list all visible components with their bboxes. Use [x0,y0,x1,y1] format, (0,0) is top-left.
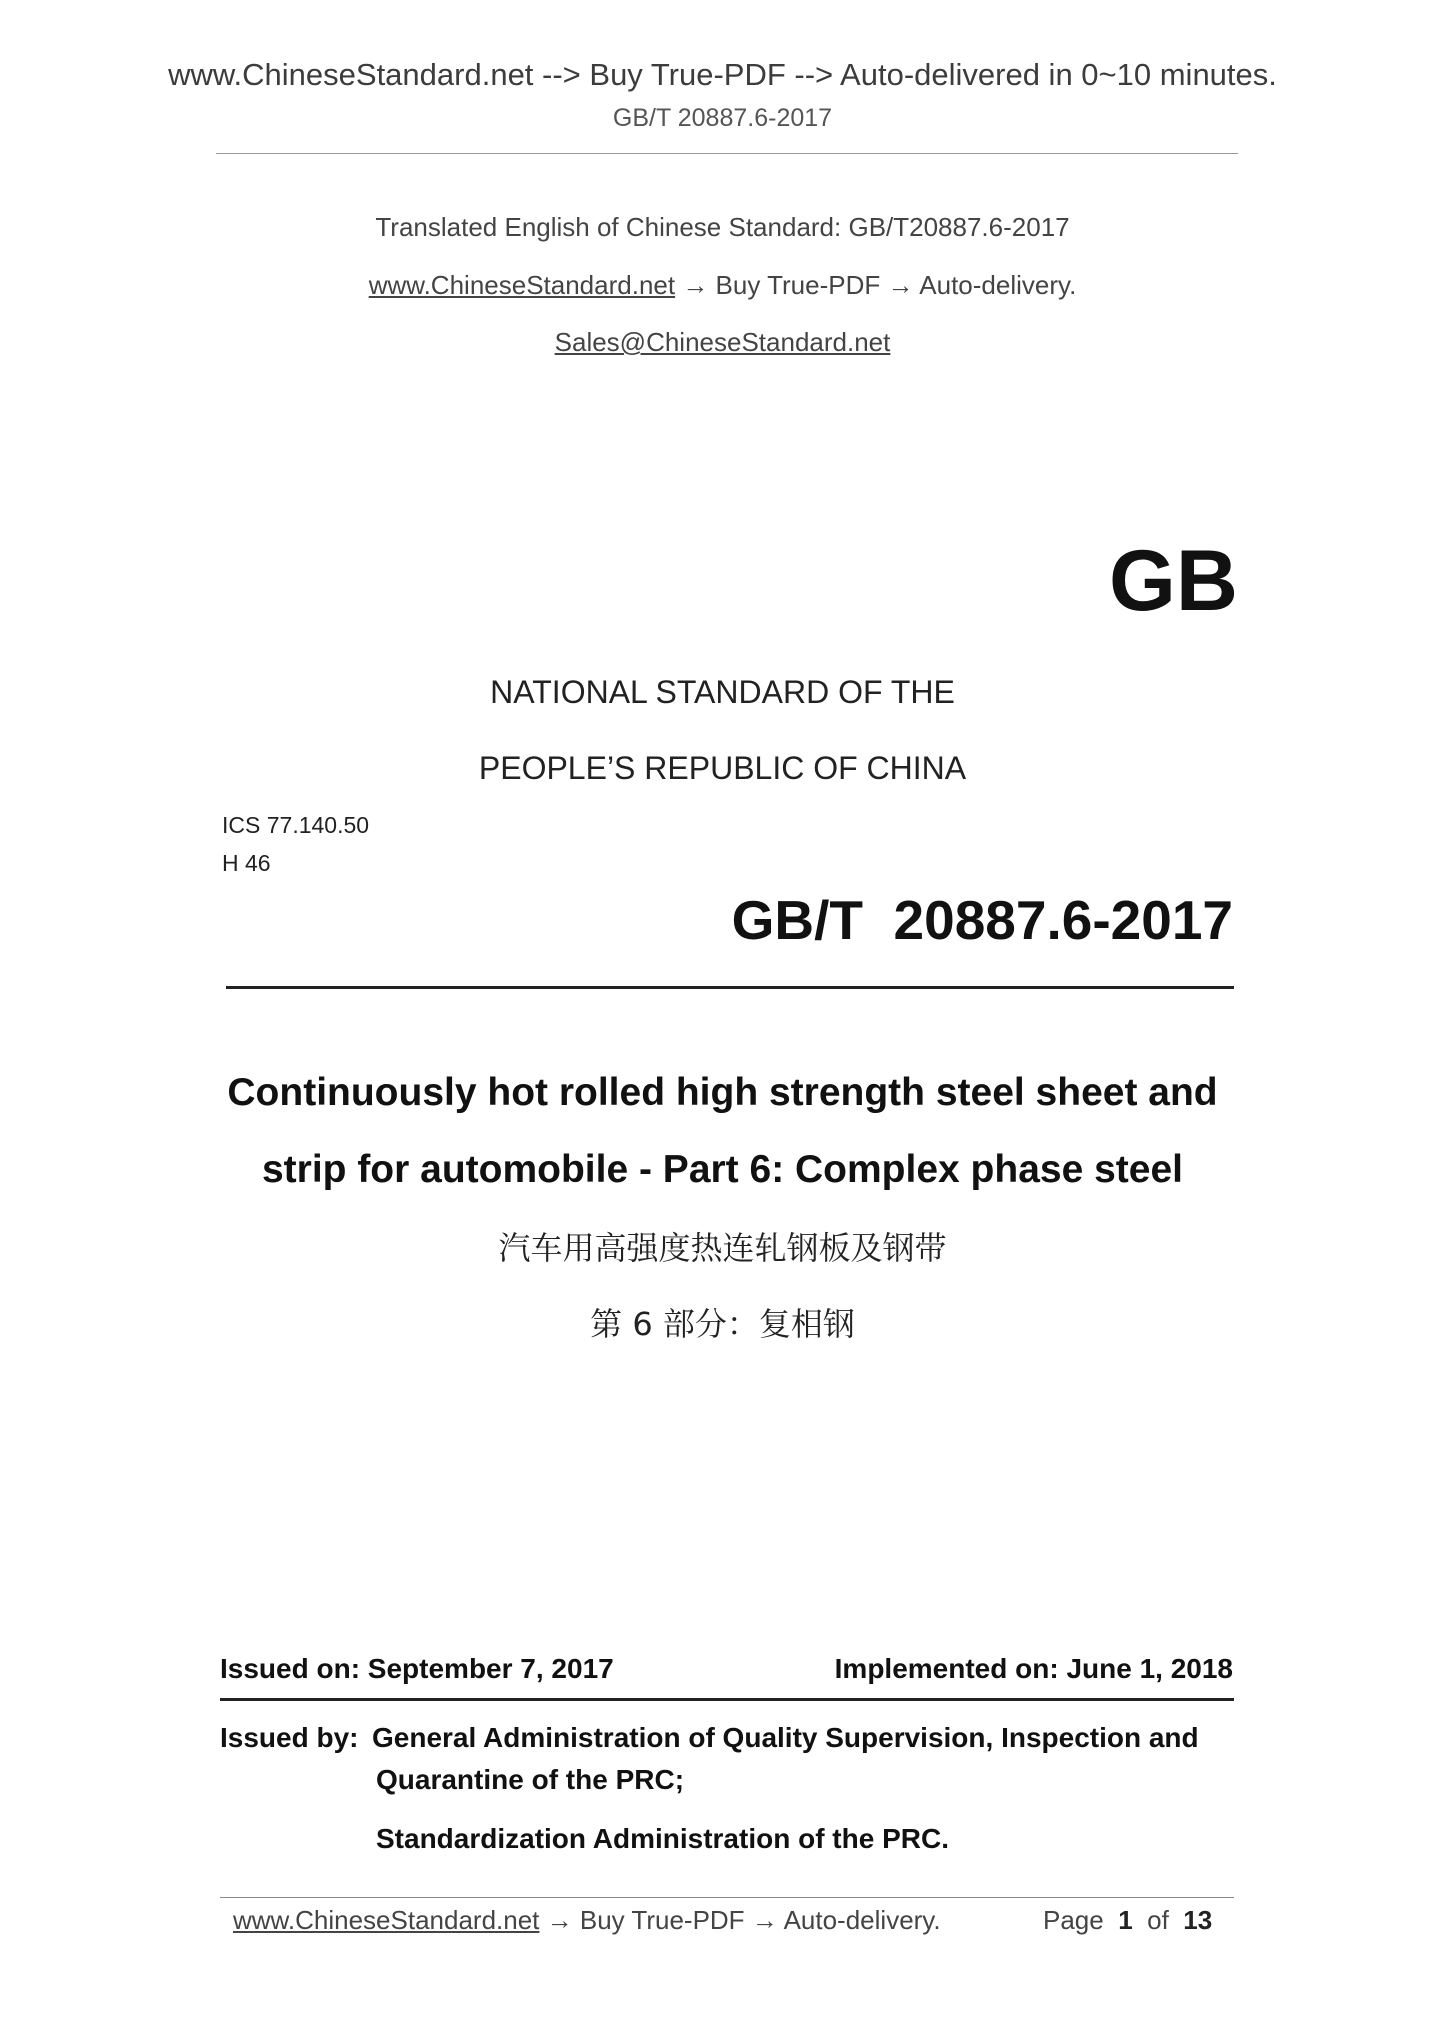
title-chinese-line-1: 汽车用高强度热连轧钢板及钢带 [498,1229,947,1267]
title-english-line-1: Continuously hot rolled high strength steel sheet and [227,1071,1218,1114]
standard-number-divider [226,986,1234,989]
classification-code: H 46 [222,850,271,876]
footer-delivery [233,1905,941,1936]
footer-delivery-text: → Buy True-PDF → Auto-delivery. [539,1905,941,1935]
gb-mark: GB [1109,533,1238,629]
header-divider [216,153,1238,154]
national-standard-line-1: NATIONAL STANDARD OF THE [490,674,955,710]
footer-divider [220,1897,1234,1898]
standard-number: GB/T 20887.6-2017 [731,889,1233,951]
page-total: 13 [1183,1905,1213,1935]
issue-divider [220,1698,1234,1701]
national-standard-line-2: PEOPLE’S REPUBLIC OF CHINA [478,750,967,786]
page-of-label: of [1147,1905,1169,1935]
implemented-on-date: Implemented on: June 1, 2018 [834,1653,1233,1684]
ics-code: ICS 77.140.50 [222,812,370,838]
issued-by-label: Issued by: [220,1722,359,1753]
page-indicator [1043,1905,1212,1936]
delivery-line [0,270,1445,301]
header-banner: www.ChineseStandard.net --> Buy True-PDF --> Auto-delivered in 0~10 minutes. [168,57,1277,92]
site-link[interactable]: www.ChineseStandard.net [368,270,676,300]
email-line [0,327,1445,358]
delivery-text: → Buy True-PDF → Auto-delivery. [675,270,1077,300]
issuer-line-1: General Administration of Quality Supervision, Inspection and [372,1722,1199,1753]
translated-notice: Translated English of Chinese Standard: GB/T20887.6-2017 [375,212,1070,242]
issuer-line-1-continued: Quarantine of the PRC; [376,1764,685,1795]
page-current: 1 [1118,1905,1133,1935]
header-standard-code: GB/T 20887.6-2017 [612,104,833,132]
footer-site-link[interactable]: www.ChineseStandard.net [233,1905,540,1935]
page-label: Page [1043,1905,1104,1935]
issuer-line-2: Standardization Administration of the PRC. [376,1823,949,1854]
title-chinese-line-2: 第 6 部分：复相钢 [590,1305,855,1343]
title-english-line-2: strip for automobile - Part 6: Complex phase steel [261,1148,1184,1191]
issued-on-date: Issued on: September 7, 2017 [220,1653,614,1684]
sales-email-link[interactable]: Sales@ChineseStandard.net [554,327,891,357]
